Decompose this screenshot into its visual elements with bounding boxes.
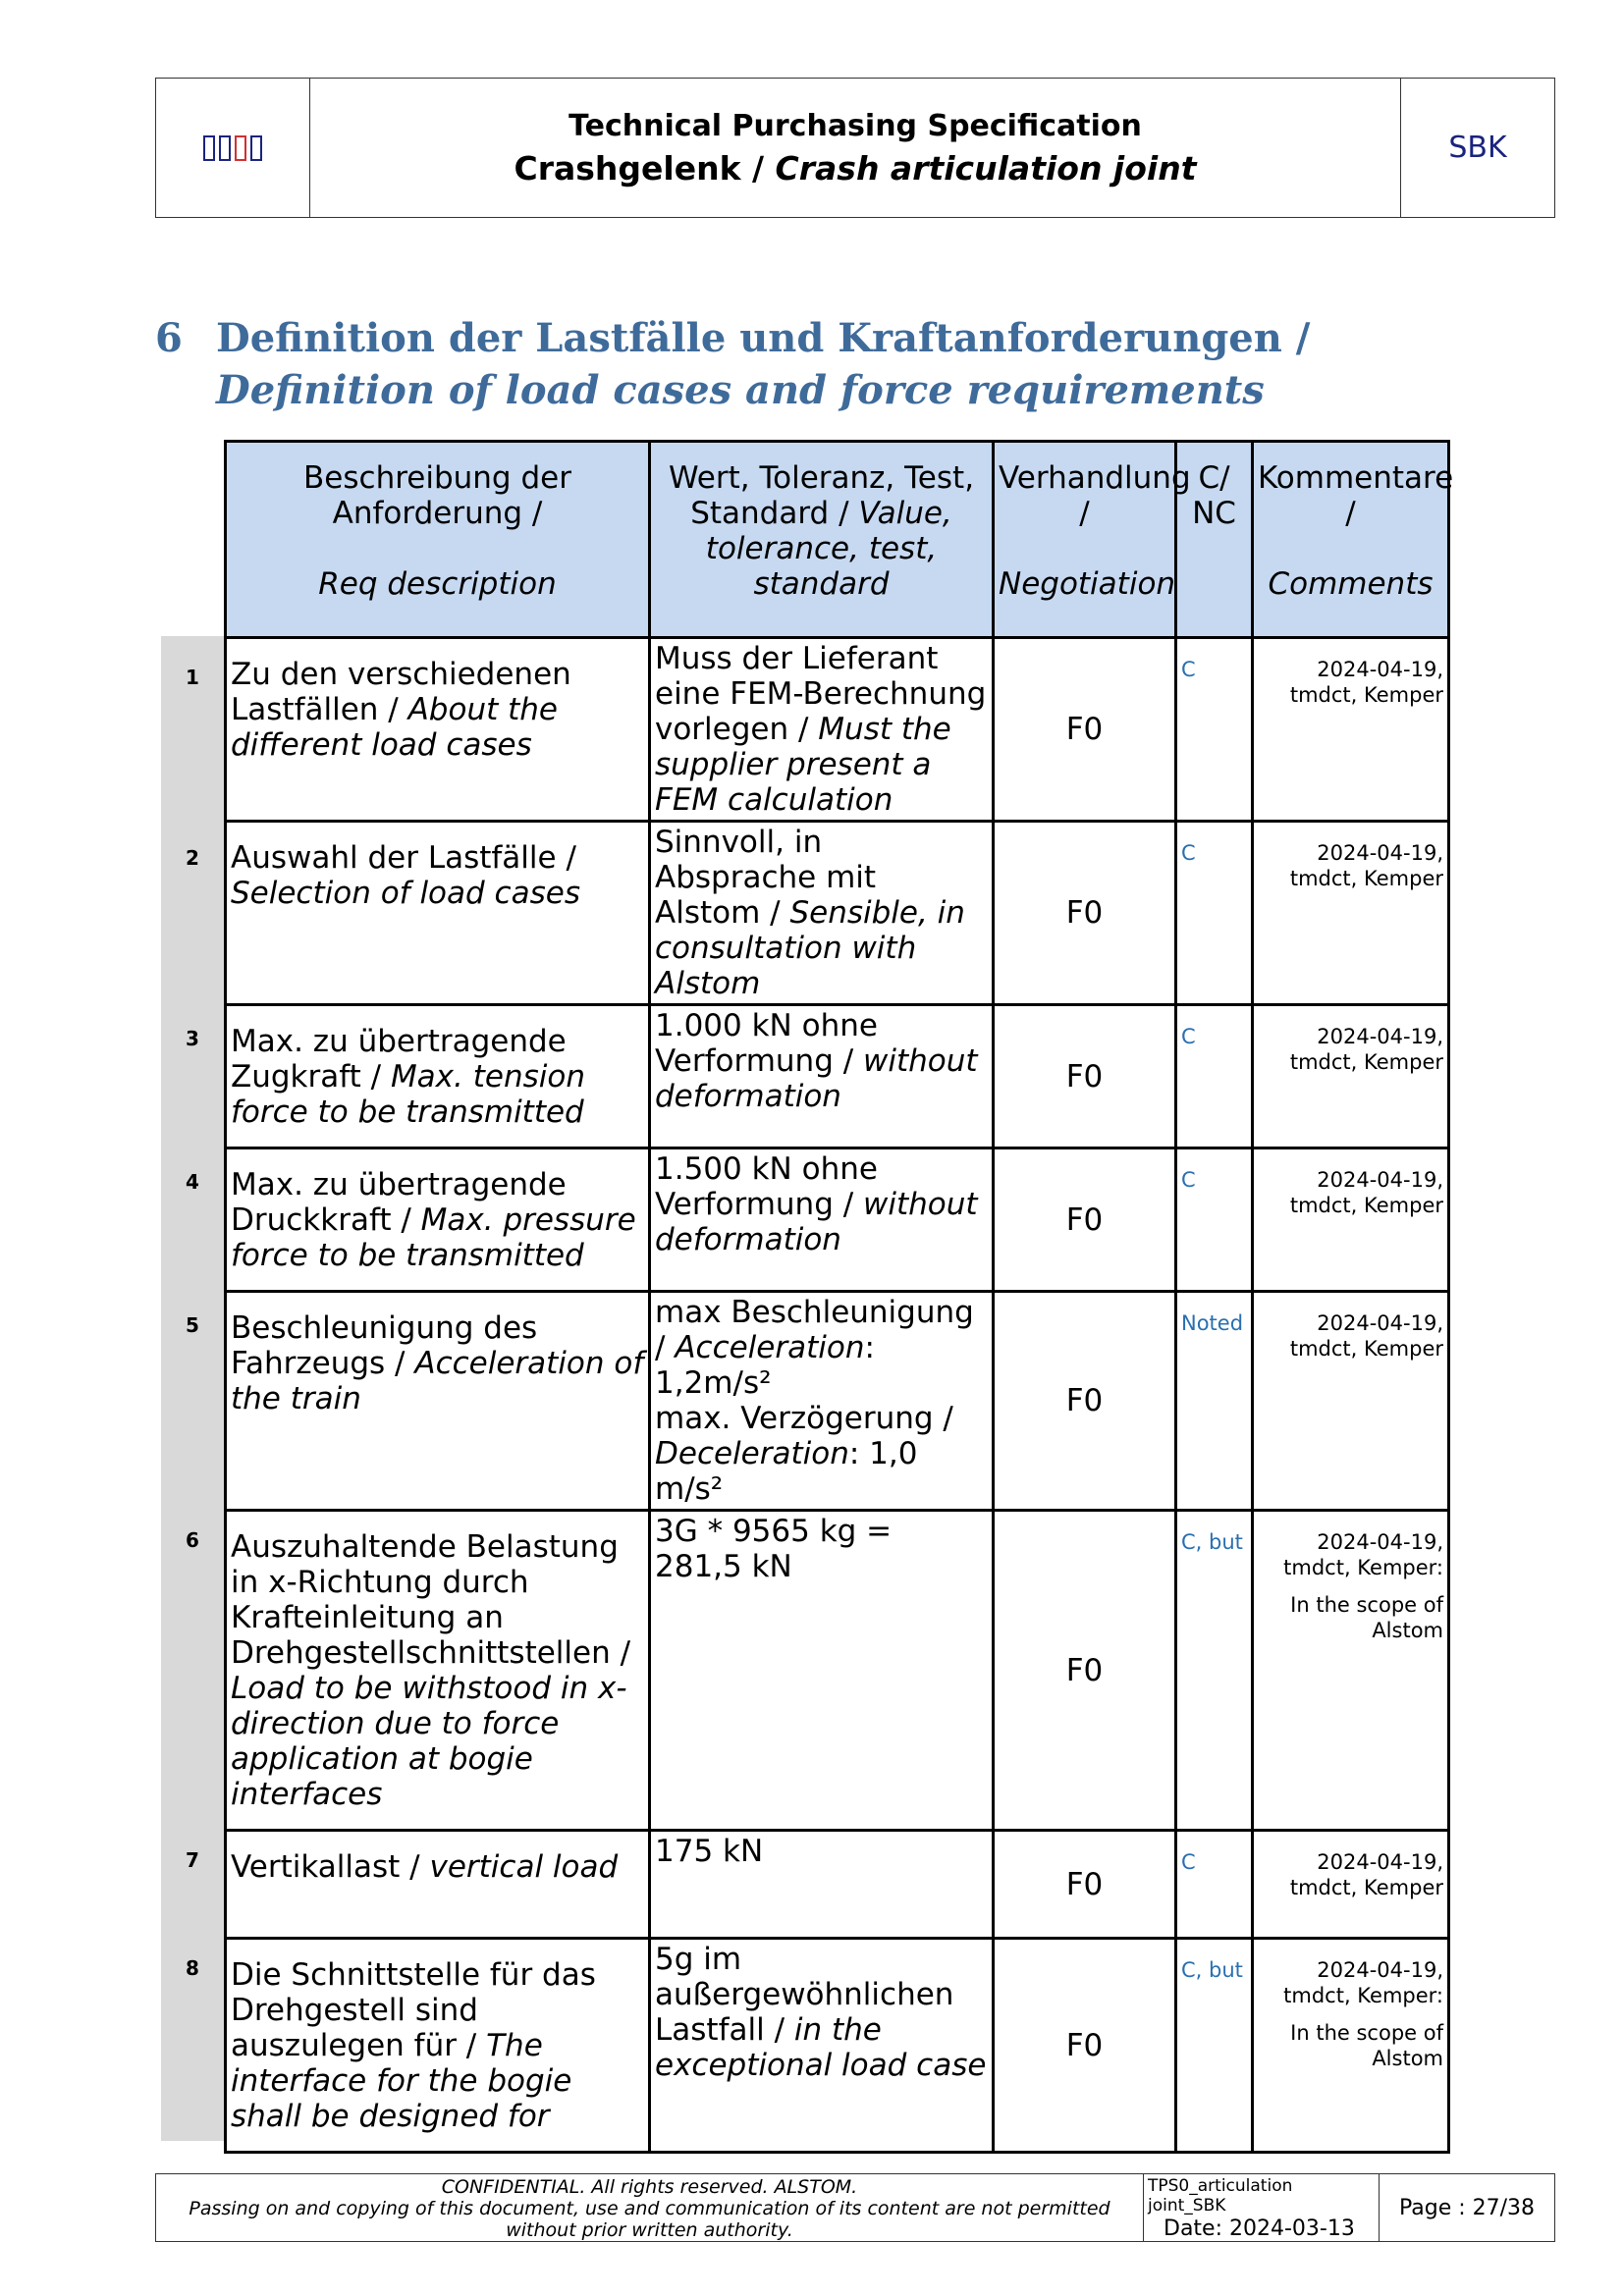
table-row — [226, 638, 1449, 822]
row-number: 2 — [161, 817, 224, 997]
section-number: 6 — [155, 315, 183, 361]
row-negotiation: F0 — [994, 1148, 1176, 1292]
row-value: Muss der Lieferant eine FEM-Berechnung vorlegen / Must the supplier present a FEM calculation — [650, 638, 994, 822]
page-footer — [155, 2173, 1555, 2242]
header-negotiation: Verhandlung / Negotiation — [994, 442, 1176, 638]
document-date: Date: 2024-03-13 — [1164, 2216, 1355, 2241]
row-desc: Zu den verschiedenen Lastfällen / About the different load cases — [226, 638, 650, 822]
header-comments: Kommentare / Comments — [1253, 442, 1449, 638]
row-desc: Vertikallast / vertical load — [226, 1831, 650, 1939]
row-value: max Beschleunigung / Acceleration: 1,2m/s² max. Verzögerung / Deceleration: 1,0 m/s² — [650, 1292, 994, 1511]
row-desc: Max. zu übertragende Druckkraft / Max. pressure force to be transmitted — [226, 1148, 650, 1292]
row-comment: 2024-04-19, tmdct, Kemper — [1253, 1148, 1449, 1292]
row-negotiation: F0 — [994, 1292, 1176, 1511]
section-title: Definition der Lastfälle und Kraftanforderungen / Definition of load cases and force requirements — [216, 315, 1311, 413]
row-number: 4 — [161, 1141, 224, 1284]
row-negotiation: F0 — [994, 1831, 1176, 1939]
row-desc: Auszuhaltende Belastung in x-Richtung durch Krafteinleitung an Drehgestellschnittstellen / Load to be withstood in x-direction due to force application at bogie interfaces — [226, 1511, 650, 1831]
row-desc: Beschleunigung des Fahrzeugs / Acceleration of the train — [226, 1292, 650, 1511]
document-name: TPS0_articulation joint_SBK — [1148, 2176, 1293, 2216]
row-comment-extra: In the scope of Alstom — [1290, 1593, 1443, 1642]
row-comment: 2024-04-19, tmdct, Kemper — [1253, 1831, 1449, 1939]
row-value: 1.500 kN ohne Verformung / without deformation — [650, 1148, 994, 1292]
row-number: 8 — [161, 1927, 224, 2141]
row-desc: Auswahl der Lastfälle / Selection of load cases — [226, 822, 650, 1005]
page-header — [155, 78, 1555, 218]
row-cnc: Noted — [1176, 1292, 1253, 1511]
page-number: Page : 27/38 — [1398, 2195, 1536, 2220]
row-cnc: C — [1176, 1005, 1253, 1148]
confidential-line-2: Passing on and copying of this document, use and communication of its content are not permitted without prior written authority. — [189, 2198, 1110, 2241]
row-comment-extra: In the scope of Alstom — [1290, 2021, 1443, 2070]
header-title: Technical Purchasing Specification — [568, 108, 1142, 143]
row-comment: 2024-04-19, tmdct, Kemper — [1253, 822, 1449, 1005]
row-cnc: C — [1176, 822, 1253, 1005]
row-negotiation: F0 — [994, 1511, 1176, 1831]
row-value: 5g im außergewöhnlichen Lastfall / in the exceptional load case — [650, 1939, 994, 2153]
confidential-line-1: CONFIDENTIAL. All rights reserved. ALSTOM. — [441, 2176, 858, 2198]
table-row — [226, 1511, 1449, 1831]
row-negotiation: F0 — [994, 822, 1176, 1005]
alstom-logo — [156, 79, 310, 217]
row-comment: 2024-04-19, tmdct, Kemper: In the scope of Alstom — [1253, 1511, 1449, 1831]
table-row — [226, 1939, 1449, 2153]
confidential-notice — [156, 2174, 1144, 2241]
row-comment: 2024-04-19, tmdct, Kemper: In the scope of Alstom — [1253, 1939, 1449, 2153]
row-comment: 2024-04-19, tmdct, Kemper — [1253, 1292, 1449, 1511]
table-row — [226, 1831, 1449, 1939]
header-code: SBK — [1448, 131, 1507, 165]
row-negotiation: F0 — [994, 1939, 1176, 2153]
row-cnc: C — [1176, 1831, 1253, 1939]
row-number: 3 — [161, 997, 224, 1141]
row-cnc: C, but — [1176, 1511, 1253, 1831]
row-number: 1 — [161, 636, 224, 817]
row-comment: 2024-04-19, tmdct, Kemper — [1253, 1005, 1449, 1148]
document-info — [1144, 2174, 1380, 2241]
row-cnc: C — [1176, 638, 1253, 822]
row-value: 1.000 kN ohne Verformung / without deformation — [650, 1005, 994, 1148]
row-number: 6 — [161, 1499, 224, 1819]
row-desc: Max. zu übertragende Zugkraft / Max. tension force to be transmitted — [226, 1005, 650, 1148]
table-header-row — [226, 442, 1449, 638]
table-row — [226, 1005, 1449, 1148]
header-title-block — [310, 79, 1401, 217]
table-row — [226, 822, 1449, 1005]
header-value: Wert, Toleranz, Test, Standard / Value, tolerance, test, standard — [650, 442, 994, 638]
row-value: 175 kN — [650, 1831, 994, 1939]
requirements-table — [224, 440, 1454, 2154]
row-value: Sinnvoll, in Absprache mit Alstom / Sensible, in consultation with Alstom — [650, 822, 994, 1005]
row-negotiation: F0 — [994, 638, 1176, 822]
row-number: 5 — [161, 1284, 224, 1499]
header-desc: Beschreibung der Anforderung / Req description — [226, 442, 650, 638]
row-desc: Die Schnittstelle für das Drehgestell sind auszulegen für / The interface for the bogie shall be designed for — [226, 1939, 650, 2153]
row-cnc: C — [1176, 1148, 1253, 1292]
row-value: 3G * 9565 kg = 281,5 kN — [650, 1511, 994, 1831]
table-row — [226, 1148, 1449, 1292]
header-subtitle: Crashgelenk / Crash articulation joint — [514, 148, 1197, 187]
table-row — [226, 1292, 1449, 1511]
row-cnc: C, but — [1176, 1939, 1253, 2153]
header-cnc: C/ NC — [1176, 442, 1253, 638]
row-negotiation: F0 — [994, 1005, 1176, 1148]
row-number: 7 — [161, 1819, 224, 1927]
row-comment: 2024-04-19, tmdct, Kemper — [1253, 638, 1449, 822]
